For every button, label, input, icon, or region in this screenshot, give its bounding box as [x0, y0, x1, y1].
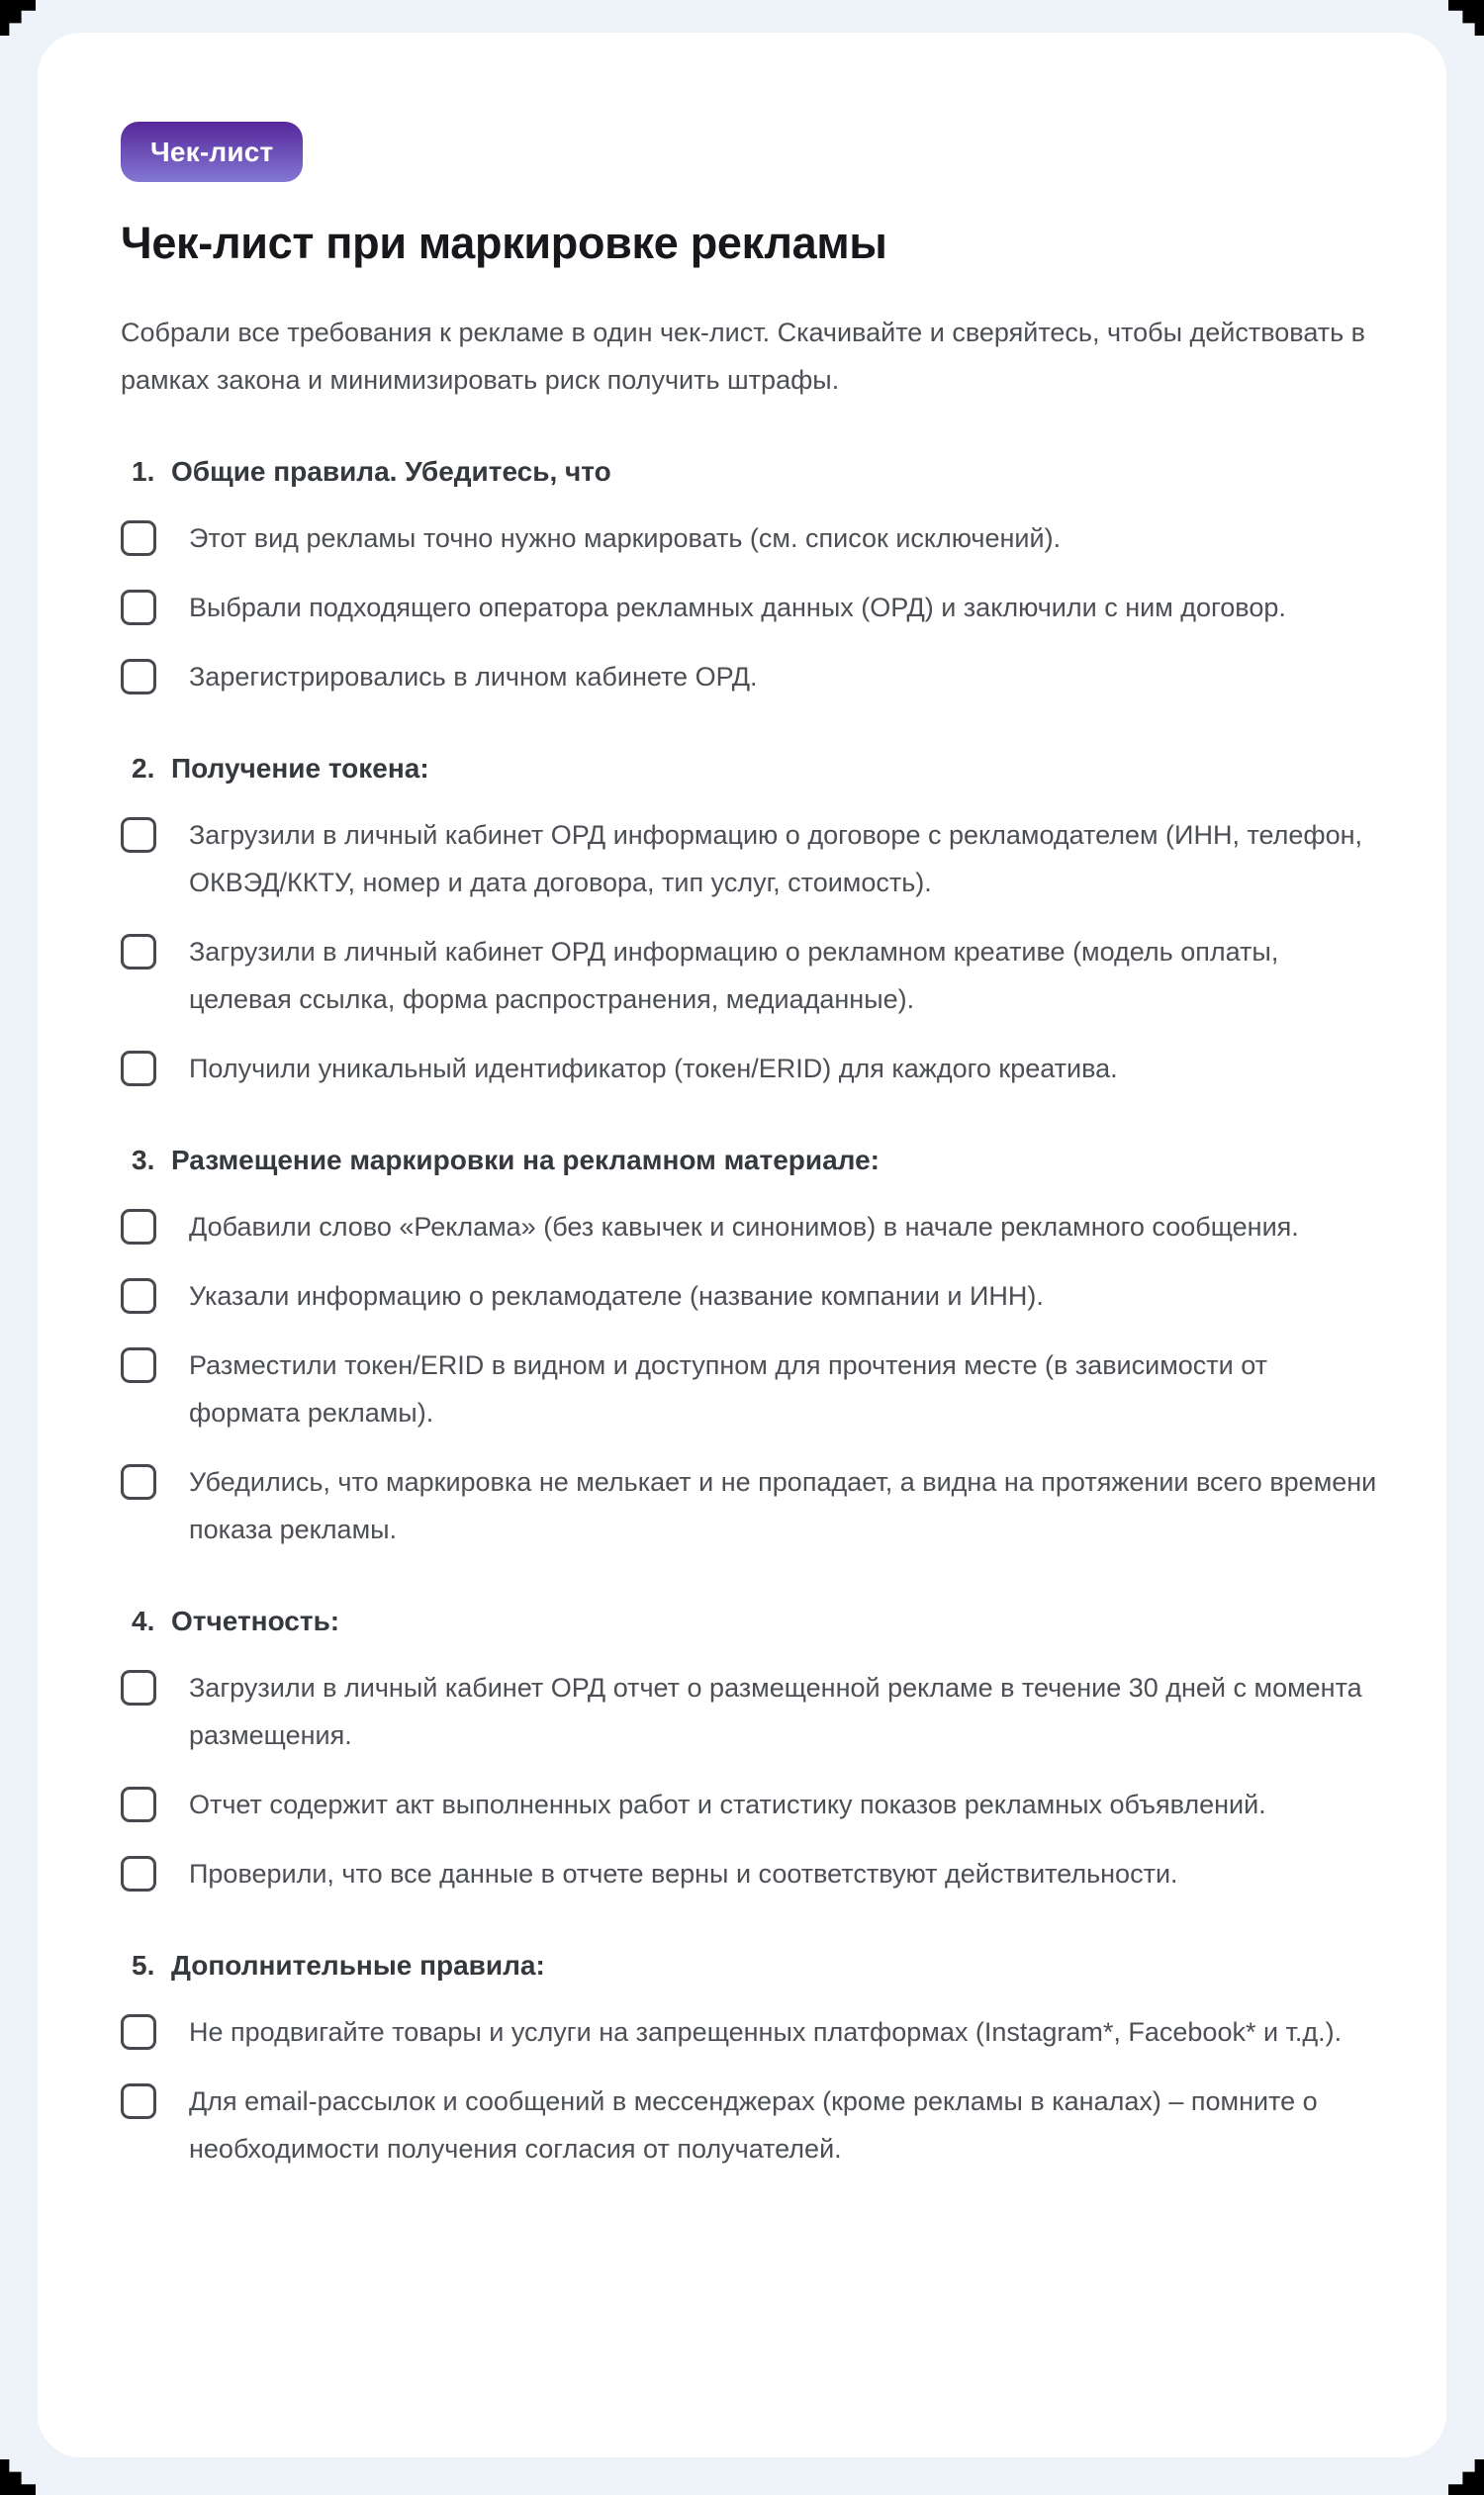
- checklist-item: [121, 1045, 1377, 1092]
- checklist-item-label: Отчет содержит акт выполненных работ и статистику показов рекламных объявлений.: [189, 1790, 1266, 1819]
- checklist-item-label: Разместили токен/ERID в видном и доступном для прочтения месте (в зависимости от формата рекламы).: [189, 1350, 1268, 1428]
- checklist-item-label: Добавили слово «Реклама» (без кавычек и синонимов) в начале рекламного сообщения.: [189, 1212, 1299, 1242]
- checklist-badge: Чек-лист: [121, 122, 303, 182]
- pixel-corner-bottom-left: [0, 2459, 36, 2495]
- checklist-item-label: Убедились, что маркировка не мелькает и не пропадает, а видна на протяжении всего времени показа рекламы.: [189, 1467, 1377, 1544]
- checkbox[interactable]: [121, 1464, 156, 1500]
- checklist-item-label: Указали информацию о рекламодателе (название компании и ИНН).: [189, 1281, 1044, 1311]
- checkbox[interactable]: [121, 1347, 156, 1383]
- section-number: 4.: [132, 1606, 155, 1636]
- checkbox[interactable]: [121, 2014, 156, 2050]
- section-title: Размещение маркировки на рекламном материале:: [171, 1145, 880, 1175]
- section-additional-rules: [121, 1949, 1377, 2172]
- pixel-corner-bottom-right: [1448, 2459, 1484, 2495]
- section-title: Общие правила. Убедитесь, что: [171, 456, 611, 487]
- checklist-item: [121, 928, 1377, 1023]
- checklist-item: [121, 653, 1377, 700]
- checkbox[interactable]: [121, 1856, 156, 1892]
- checklist-item: [121, 1850, 1377, 1897]
- checkbox[interactable]: [121, 2083, 156, 2119]
- checkbox[interactable]: [121, 1051, 156, 1086]
- checkbox[interactable]: [121, 934, 156, 970]
- section-heading: [132, 455, 1377, 489]
- checklist-item: [121, 1781, 1377, 1828]
- checklist-item: [121, 811, 1377, 906]
- section-heading: [132, 1949, 1377, 1983]
- checklist-item-label: Не продвигайте товары и услуги на запрещенных платформах (Instagram*, Facebook* и т.д.).: [189, 2017, 1343, 2047]
- checkbox[interactable]: [121, 1670, 156, 1706]
- checklist-item: [121, 1341, 1377, 1436]
- checklist-item-label: Загрузили в личный кабинет ОРД информацию о договоре с рекламодателем (ИНН, телефон, ОКВЭД/ККТУ, номер и дата договора, тип услуг, стоимость).: [189, 820, 1363, 897]
- section-placement: [121, 1144, 1377, 1553]
- pixel-corner-top-right: [1448, 0, 1484, 36]
- section-number: 1.: [132, 456, 155, 487]
- checklist-item: [121, 1664, 1377, 1759]
- checklist-card: [38, 33, 1446, 2457]
- section-number: 3.: [132, 1145, 155, 1175]
- checklist-item-label: Для email-рассылок и сообщений в мессенджерах (кроме рекламы в каналах) – помните о необходимости получения согласия от получателей.: [189, 2086, 1318, 2164]
- section-general-rules: [121, 455, 1377, 700]
- checkbox[interactable]: [121, 1787, 156, 1822]
- checkbox[interactable]: [121, 817, 156, 853]
- pixel-corner-top-left: [0, 0, 36, 36]
- section-title: Отчетность:: [171, 1606, 340, 1636]
- checkbox[interactable]: [121, 520, 156, 556]
- intro-text: Собрали все требования к рекламе в один чек-лист. Скачивайте и сверяйтесь, чтобы действовать в рамках закона и минимизировать риск получить штрафы.: [121, 318, 1366, 395]
- section-number: 2.: [132, 753, 155, 784]
- checklist-item-label: Этот вид рекламы точно нужно маркировать (см. список исключений).: [189, 523, 1062, 553]
- checklist-item: [121, 1203, 1377, 1250]
- checkbox[interactable]: [121, 659, 156, 694]
- checklist-item: [121, 2008, 1377, 2056]
- checkbox[interactable]: [121, 590, 156, 625]
- checklist-item: [121, 1272, 1377, 1320]
- checklist-item-label: Выбрали подходящего оператора рекламных данных (ОРД) и заключили с ним договор.: [189, 593, 1286, 622]
- section-heading: [132, 1144, 1377, 1177]
- section-heading: [132, 1605, 1377, 1638]
- checklist-item: [121, 1458, 1377, 1553]
- section-title: Дополнительные правила:: [171, 1950, 545, 1981]
- checklist-item-label: Проверили, что все данные в отчете верны и соответствуют действительности.: [189, 1859, 1178, 1889]
- checklist-item: [121, 2078, 1377, 2172]
- checklist-item-label: Загрузили в личный кабинет ОРД отчет о размещенной рекламе в течение 30 дней с момента размещения.: [189, 1673, 1362, 1750]
- checklist-item-label: Получили уникальный идентификатор (токен/ERID) для каждого креатива.: [189, 1054, 1118, 1083]
- section-heading: [132, 752, 1377, 785]
- section-reporting: [121, 1605, 1377, 1897]
- checklist-item-label: Загрузили в личный кабинет ОРД информацию о рекламном креативе (модель оплаты, целевая ссылка, форма распространения, медиаданные).: [189, 937, 1279, 1014]
- checklist-item: [121, 514, 1377, 562]
- checkbox[interactable]: [121, 1209, 156, 1245]
- checklist-item-label: Зарегистрировались в личном кабинете ОРД.: [189, 662, 758, 692]
- section-number: 5.: [132, 1950, 155, 1981]
- section-title: Получение токена:: [171, 753, 429, 784]
- checklist-item: [121, 584, 1377, 631]
- section-token: [121, 752, 1377, 1092]
- page-title: Чек-лист при маркировке рекламы: [121, 218, 887, 268]
- checkbox[interactable]: [121, 1278, 156, 1314]
